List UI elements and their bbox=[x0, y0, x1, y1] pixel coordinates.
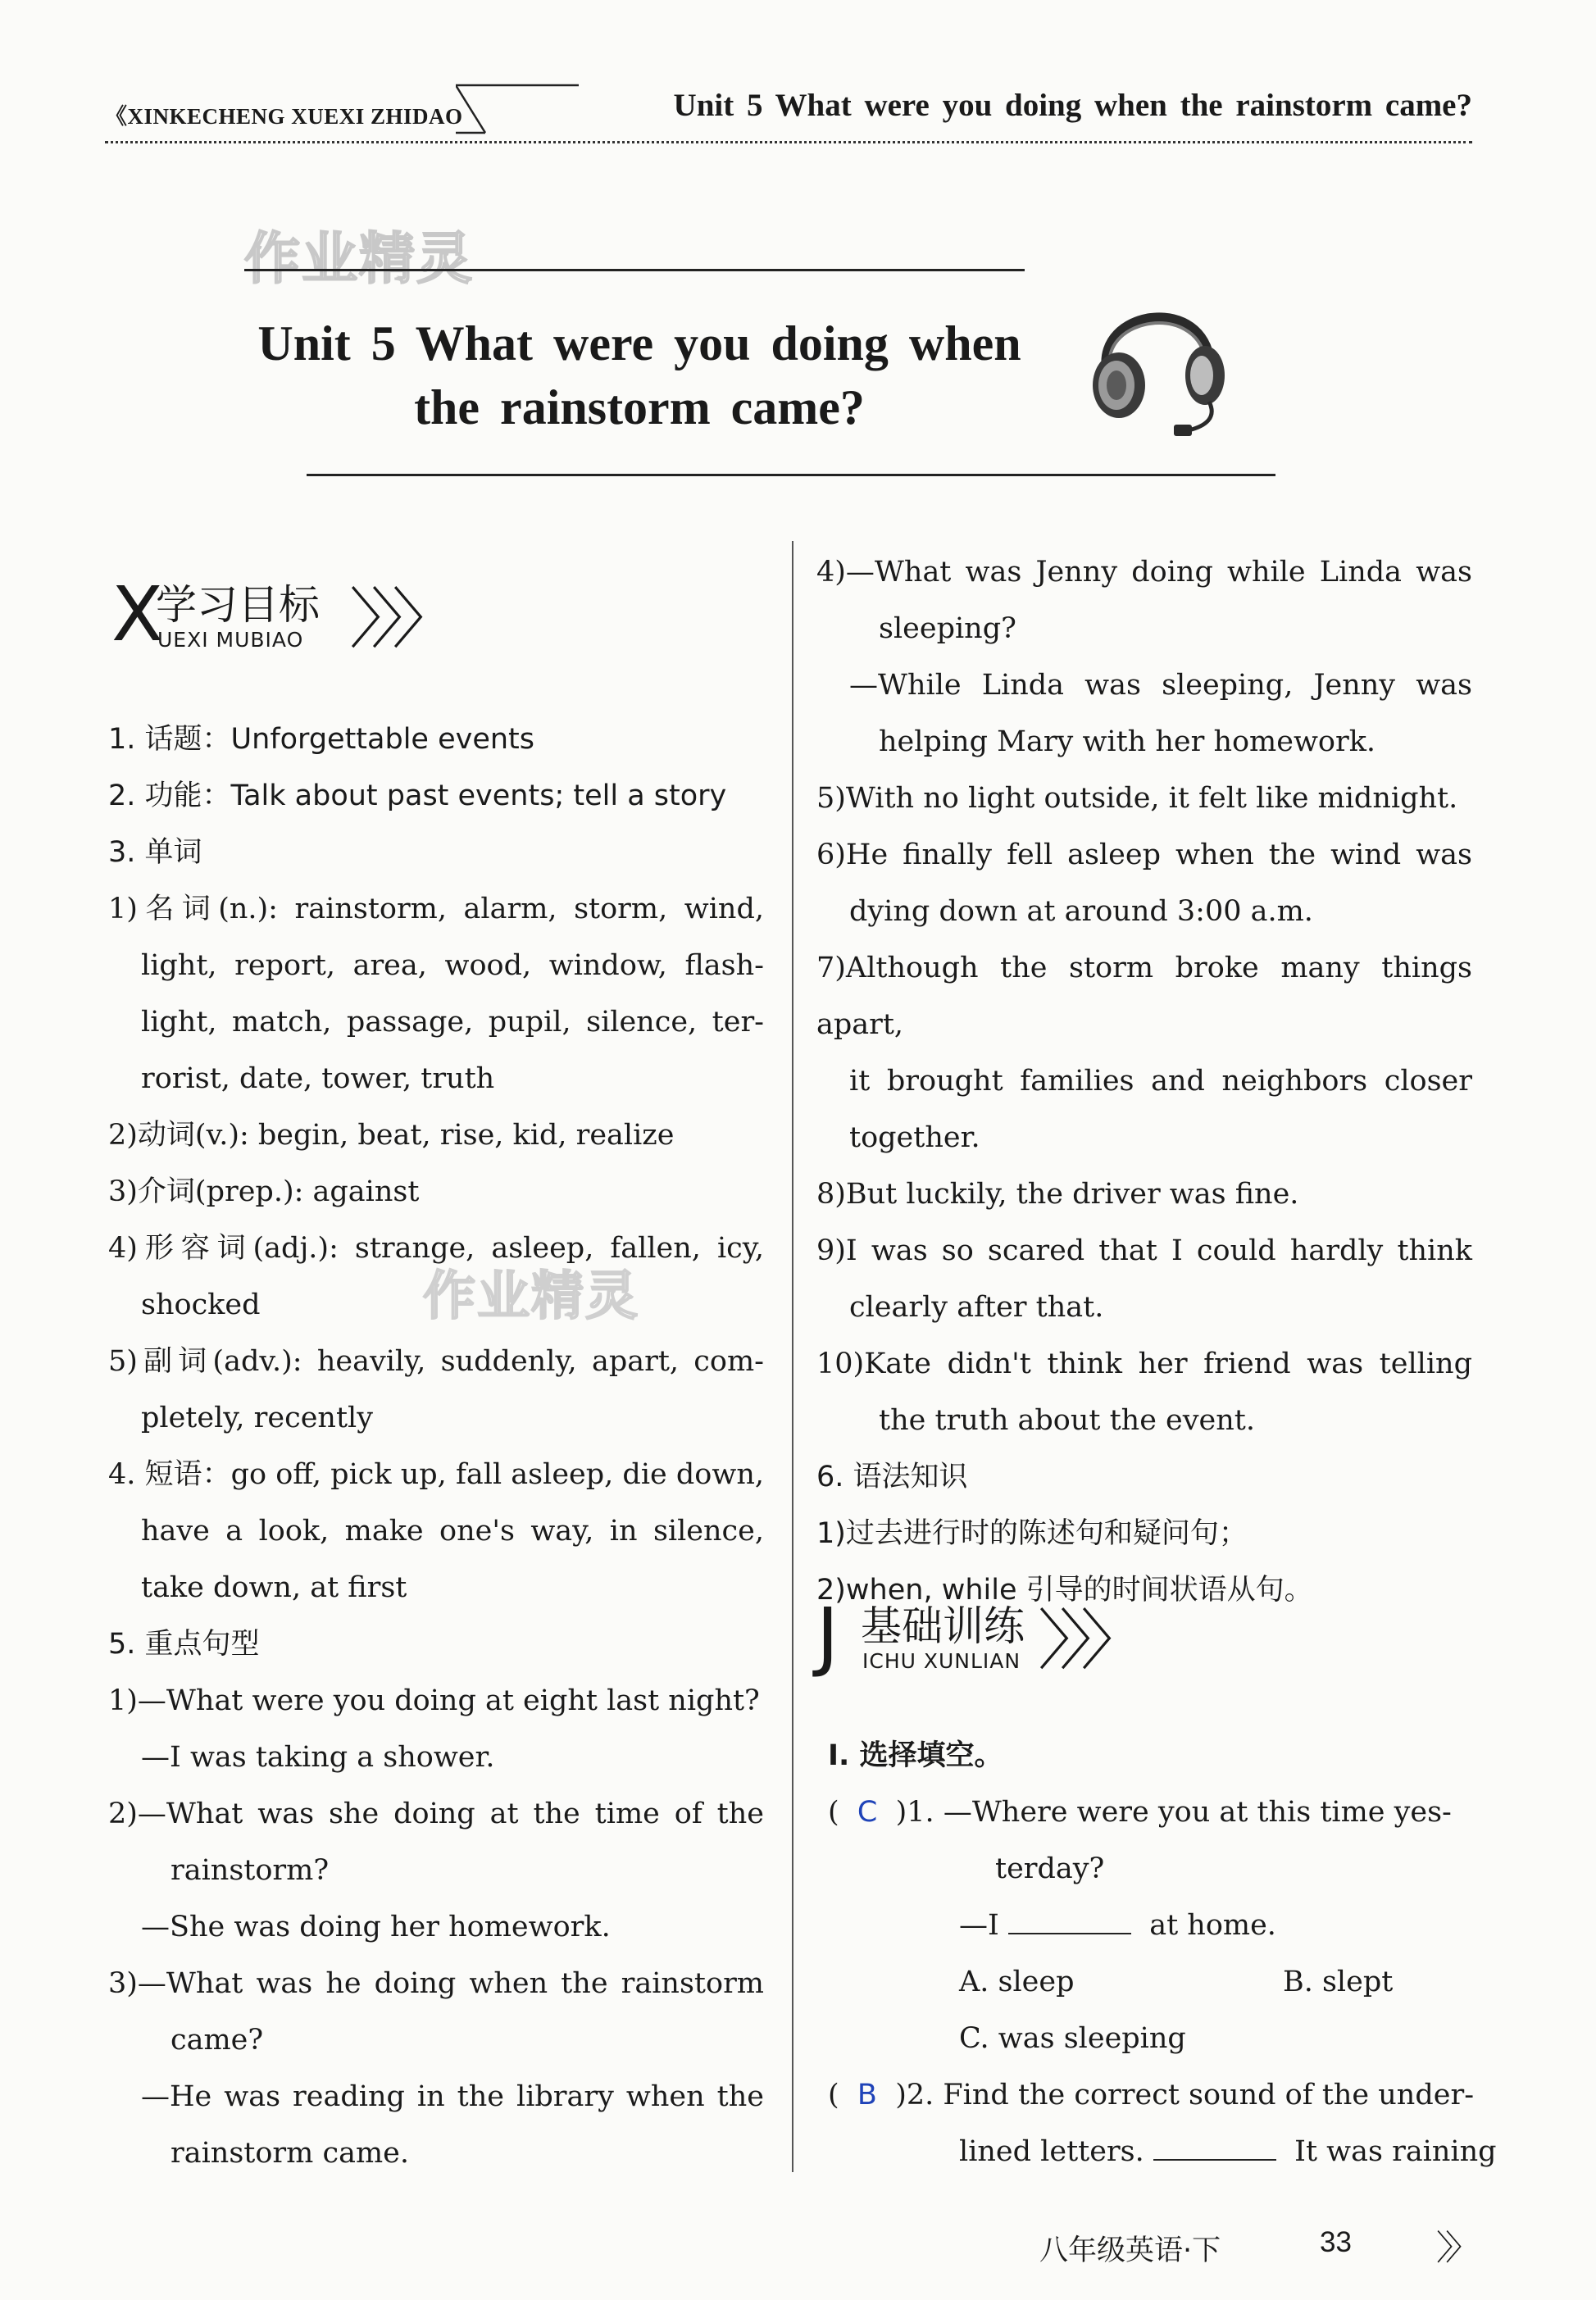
section-pinyin: UEXI MUBIAO bbox=[157, 628, 304, 652]
goal-line: it brought families and neighbors closer bbox=[849, 1065, 1472, 1098]
section-pinyin: ICHU XUNLIAN bbox=[862, 1649, 1021, 1673]
goal-line: helping Mary with her homework. bbox=[879, 725, 1376, 758]
question-line bbox=[828, 2124, 1497, 2180]
series-name: 《XINKECHENG XUEXI ZHIDAO bbox=[105, 104, 463, 129]
goal-line: came? bbox=[171, 2024, 264, 2057]
column-divider bbox=[792, 541, 793, 2172]
unit-title bbox=[246, 311, 1033, 439]
question-2: ( B )2. Find the correct sound of the under- bbox=[828, 2079, 1475, 2111]
goal-line: rorist, date, tower, truth bbox=[141, 1062, 495, 1095]
goal-line: 4)—What was Jenny doing while Linda was bbox=[816, 556, 1472, 589]
watermark: 作业精灵 bbox=[423, 1266, 639, 1327]
goal-line: 10)Kate didn't think her friend was telling bbox=[816, 1348, 1472, 1380]
right-column bbox=[816, 544, 1472, 1619]
goal-line: sleeping? bbox=[879, 612, 1016, 645]
answer-blank[interactable] bbox=[1008, 1900, 1131, 1934]
answer-mark[interactable]: B bbox=[857, 2079, 877, 2111]
left-column bbox=[108, 711, 764, 2182]
question-text: at home. bbox=[1149, 1909, 1276, 1942]
page-number: 33 bbox=[1320, 2226, 1352, 2258]
goal-line: 6. 语法知识 bbox=[816, 1461, 968, 1493]
goal-line: 5)副词(adv.): heavily, suddenly, apart, com- bbox=[108, 1345, 764, 1378]
goal-line: 2. 功能：Talk about past events; tell a story bbox=[108, 780, 727, 812]
goal-line: light, report, area, wood, window, flash- bbox=[141, 949, 764, 982]
goal-line: 3)—What was he doing when the rainstorm bbox=[108, 1967, 764, 2000]
triple-chevron-right-icon: 〉〉〉 bbox=[1038, 1602, 1134, 1679]
title-rule-top bbox=[244, 269, 1025, 271]
question-1: ( C )1. —Where were you at this time yes- bbox=[828, 1796, 1452, 1829]
goal-line: have a look, make one's way, in silence, bbox=[141, 1515, 764, 1548]
goal-line: 7)Although the storm broke many things apart, bbox=[816, 952, 1472, 1041]
goal-line: the truth about the event. bbox=[879, 1404, 1255, 1437]
goal-line: —She was doing her homework. bbox=[141, 1911, 611, 1943]
goal-line: —He was reading in the library when the bbox=[141, 2080, 764, 2113]
section-header-goals bbox=[111, 570, 472, 669]
goal-line: —I was taking a shower. bbox=[141, 1741, 495, 1774]
running-header-title: Unit 5 What were you doing when the rainstorm came? bbox=[673, 88, 1472, 123]
goal-line: 1)过去进行时的陈述句和疑问句； bbox=[816, 1517, 1248, 1550]
goal-line: pletely, recently bbox=[141, 1402, 373, 1434]
question-text: —Where were you at this time yes- bbox=[943, 1796, 1452, 1829]
options-row bbox=[828, 1954, 1476, 2011]
exercise-part-1 bbox=[828, 1728, 1497, 2180]
double-chevron-left-icon: 《 bbox=[105, 104, 128, 129]
watermark: 作业精灵 bbox=[244, 227, 475, 292]
section-title: 基础训练 bbox=[861, 1602, 1025, 1650]
goal-line: rainstorm came. bbox=[171, 2137, 409, 2170]
question-number: )1. bbox=[895, 1796, 934, 1829]
header-dotted-rule bbox=[105, 141, 1472, 143]
goal-line: 2)when, while 引导的时间状语从句。 bbox=[816, 1574, 1313, 1607]
title-rule-bottom bbox=[307, 474, 1275, 476]
goal-line: 9)I was so scared that I could hardly think bbox=[816, 1234, 1472, 1267]
goal-line: together. bbox=[849, 1121, 980, 1154]
goal-line: 1)名词(n.): rainstorm, alarm, storm, wind, bbox=[108, 893, 764, 925]
goal-line: 3. 单词 bbox=[108, 836, 202, 869]
goal-line: 2)动词(v.): begin, beat, rise, kid, realize bbox=[108, 1119, 675, 1152]
goal-line: dying down at around 3:00 a.m. bbox=[849, 895, 1313, 928]
goal-line: shocked bbox=[141, 1289, 261, 1321]
triple-chevron-right-icon: 〉〉〉 bbox=[349, 581, 446, 657]
goal-line: light, match, passage, pupil, silence, ter- bbox=[141, 1006, 764, 1039]
header-divider-slash bbox=[456, 84, 587, 134]
question-line bbox=[828, 1898, 1476, 1954]
goal-line: 8)But luckily, the driver was fine. bbox=[816, 1178, 1299, 1211]
section-title: 学习目标 bbox=[156, 581, 320, 629]
goal-line: clearly after that. bbox=[849, 1291, 1104, 1324]
goal-line: 4. 短语：go off, pick up, fall asleep, die down, bbox=[108, 1458, 764, 1491]
part-title: Ⅰ. 选择填空。 bbox=[828, 1739, 1003, 1772]
goal-line: 1. 话题：Unforgettable events bbox=[108, 723, 534, 756]
question-text: Find the correct sound of the under- bbox=[943, 2079, 1475, 2111]
double-chevron-right-icon: 〉〉 bbox=[1436, 2228, 1472, 2268]
option-a[interactable]: A. sleep bbox=[959, 1966, 1075, 1998]
goal-line: take down, at first bbox=[141, 1571, 407, 1604]
unit-title-line-1: Unit 5 What were you doing when bbox=[257, 316, 1021, 370]
question-number: )2. bbox=[895, 2079, 934, 2111]
goal-line: 5)With no light outside, it felt like midnight. bbox=[816, 782, 1458, 815]
goal-line: 2)—What was she doing at the time of the bbox=[108, 1798, 764, 1830]
goal-line: 1)—What were you doing at eight last night? bbox=[108, 1684, 760, 1717]
goal-line: 6)He finally fell asleep when the wind was bbox=[816, 839, 1472, 871]
option-c[interactable]: C. was sleeping bbox=[959, 2022, 1186, 2055]
answer-blank[interactable] bbox=[1153, 2126, 1276, 2161]
footer-label: 八年级英语·下 bbox=[1039, 2234, 1221, 2267]
question-text: —I bbox=[959, 1909, 999, 1942]
option-b[interactable]: B. slept bbox=[1283, 1966, 1394, 1998]
section-letter: X bbox=[111, 570, 164, 658]
goal-line: 5. 重点句型 bbox=[108, 1628, 260, 1661]
goal-line: 4)形容词(adj.): strange, asleep, fallen, icy, bbox=[108, 1232, 764, 1265]
headphones-icon bbox=[1074, 279, 1238, 443]
question-text: terday? bbox=[995, 1852, 1105, 1885]
goal-line: —While Linda was sleeping, Jenny was bbox=[849, 669, 1472, 702]
unit-title-line-2: the rainstorm came? bbox=[414, 380, 865, 434]
running-header bbox=[105, 84, 1472, 149]
question-text: It was raining bbox=[1294, 2135, 1497, 2168]
goal-line: 3)介词(prep.): against bbox=[108, 1175, 420, 1208]
section-letter: J bbox=[816, 1592, 839, 1680]
section-header-practice bbox=[816, 1592, 1177, 1690]
question-text: lined letters. bbox=[959, 2135, 1144, 2168]
answer-mark[interactable]: C bbox=[857, 1796, 878, 1829]
goal-line: rainstorm? bbox=[171, 1854, 330, 1887]
